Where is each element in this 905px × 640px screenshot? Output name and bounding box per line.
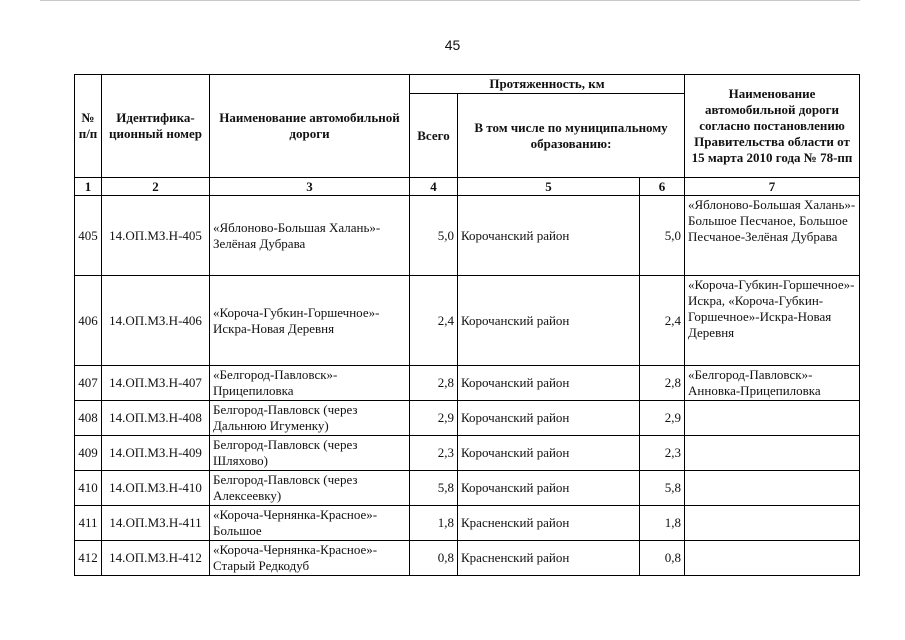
row-resolution-name — [685, 506, 860, 541]
row-id: 14.ОП.МЗ.Н-412 — [102, 541, 210, 576]
row-district: Корочанский район — [458, 196, 640, 276]
scan-artifact-line — [40, 0, 860, 1]
row-total: 5,8 — [410, 471, 458, 506]
row-district: Корочанский район — [458, 366, 640, 401]
row-road-name: Белгород-Павловск (через Дальнюю Игуменку) — [210, 401, 410, 436]
table-row — [75, 196, 860, 276]
header-road-name: Наименование автомобильной дороги — [210, 75, 410, 178]
row-district-length: 2,8 — [640, 366, 685, 401]
row-district-length: 1,8 — [640, 506, 685, 541]
roads-table — [74, 74, 860, 576]
row-resolution-name — [685, 401, 860, 436]
row-num: 411 — [75, 506, 102, 541]
row-road-name: «Яблоново-Большая Халань»-Зелёная Дубрава — [210, 196, 410, 276]
header-resolution-name: Наименование автомобильной дороги согласно постановлению Правительства области от 15 марта 2010 года № 78-пп — [685, 75, 860, 178]
row-id: 14.ОП.МЗ.Н-405 — [102, 196, 210, 276]
row-id: 14.ОП.МЗ.Н-408 — [102, 401, 210, 436]
row-resolution-name — [685, 436, 860, 471]
row-total: 2,4 — [410, 276, 458, 366]
row-num: 406 — [75, 276, 102, 366]
table-row — [75, 471, 860, 506]
column-number: 7 — [685, 178, 860, 196]
row-num: 405 — [75, 196, 102, 276]
column-number-row — [75, 178, 860, 196]
row-district: Красненский район — [458, 541, 640, 576]
row-resolution-name — [685, 541, 860, 576]
row-id: 14.ОП.МЗ.Н-410 — [102, 471, 210, 506]
row-road-name: «Короча-Чернянка-Красное»-Большое — [210, 506, 410, 541]
row-num: 409 — [75, 436, 102, 471]
row-num: 407 — [75, 366, 102, 401]
table-row — [75, 276, 860, 366]
header-including: В том числе по муниципальному образованию: — [458, 94, 685, 178]
row-resolution-name: «Белгород-Павловск»-Анновка-Прицепиловка — [685, 366, 860, 401]
row-district-length: 5,8 — [640, 471, 685, 506]
row-total: 2,9 — [410, 401, 458, 436]
column-number: 5 — [458, 178, 640, 196]
row-road-name: Белгород-Павловск (через Шляхово) — [210, 436, 410, 471]
header-num: № п/п — [75, 75, 102, 178]
row-district-length: 2,3 — [640, 436, 685, 471]
header-length-group: Протяженность, км — [410, 75, 685, 94]
row-district-length: 2,4 — [640, 276, 685, 366]
row-total: 2,8 — [410, 366, 458, 401]
row-resolution-name: «Короча-Губкин-Горшечное»-Искра, «Короча-Губкин-Горшечное»-Искра-Новая Деревня — [685, 276, 860, 366]
row-num: 408 — [75, 401, 102, 436]
row-total: 1,8 — [410, 506, 458, 541]
row-road-name: «Белгород-Павловск»-Прицепиловка — [210, 366, 410, 401]
column-number: 4 — [410, 178, 458, 196]
row-district-length: 0,8 — [640, 541, 685, 576]
row-id: 14.ОП.МЗ.Н-409 — [102, 436, 210, 471]
table-row — [75, 436, 860, 471]
header-total: Всего — [410, 94, 458, 178]
row-district-length: 5,0 — [640, 196, 685, 276]
header-id: Идентифика-ционный номер — [102, 75, 210, 178]
column-number: 2 — [102, 178, 210, 196]
table-row — [75, 366, 860, 401]
row-num: 410 — [75, 471, 102, 506]
page-number: 45 — [444, 37, 461, 53]
table-row — [75, 506, 860, 541]
row-num: 412 — [75, 541, 102, 576]
row-total: 2,3 — [410, 436, 458, 471]
row-district-length: 2,9 — [640, 401, 685, 436]
row-district: Красненский район — [458, 506, 640, 541]
row-resolution-name: «Яблоново-Большая Халань»-Большое Песчаное, Большое Песчаное-Зелёная Дубрава — [685, 196, 860, 276]
row-id: 14.ОП.МЗ.Н-407 — [102, 366, 210, 401]
row-district: Корочанский район — [458, 401, 640, 436]
column-number: 3 — [210, 178, 410, 196]
row-road-name: «Короча-Губкин-Горшечное»-Искра-Новая Деревня — [210, 276, 410, 366]
row-total: 0,8 — [410, 541, 458, 576]
row-district: Корочанский район — [458, 276, 640, 366]
row-road-name: «Короча-Чернянка-Красное»-Старый Редкодуб — [210, 541, 410, 576]
row-id: 14.ОП.МЗ.Н-411 — [102, 506, 210, 541]
column-number: 1 — [75, 178, 102, 196]
table-row — [75, 541, 860, 576]
column-number: 6 — [640, 178, 685, 196]
row-district: Корочанский район — [458, 471, 640, 506]
row-district: Корочанский район — [458, 436, 640, 471]
row-road-name: Белгород-Павловск (через Алексеевку) — [210, 471, 410, 506]
row-id: 14.ОП.МЗ.Н-406 — [102, 276, 210, 366]
row-resolution-name — [685, 471, 860, 506]
row-total: 5,0 — [410, 196, 458, 276]
table-row — [75, 401, 860, 436]
